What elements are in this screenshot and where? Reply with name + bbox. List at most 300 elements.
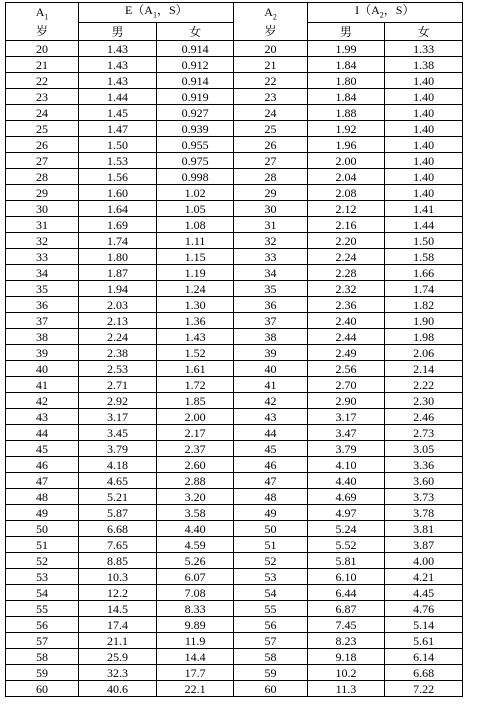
right-male-cell: 2.40 xyxy=(307,313,385,329)
left-age-cell: 26 xyxy=(6,137,79,153)
right-male-cell: 2.32 xyxy=(307,281,385,297)
table-row xyxy=(6,281,463,297)
left-age-label: A xyxy=(35,5,45,19)
right-male-cell: 2.36 xyxy=(307,297,385,313)
right-male-cell: 1.80 xyxy=(307,73,385,89)
right-female-cell: 1.40 xyxy=(385,105,463,121)
left-age-cell: 25 xyxy=(6,121,79,137)
left-female-cell: 4.59 xyxy=(156,537,234,553)
right-age-cell: 41 xyxy=(234,377,307,393)
right-age-cell: 45 xyxy=(234,441,307,457)
left-female-cell: 0.919 xyxy=(156,89,234,105)
table-row xyxy=(6,489,463,505)
left-male-cell: 2.24 xyxy=(79,329,157,345)
table-row xyxy=(6,121,463,137)
left-age-cell: 59 xyxy=(6,665,79,681)
left-male-cell: 17.4 xyxy=(79,617,157,633)
left-male-cell: 1.43 xyxy=(79,41,157,57)
table-row xyxy=(6,169,463,185)
left-male-cell: 10.3 xyxy=(79,569,157,585)
table-row xyxy=(6,41,463,57)
table-row xyxy=(6,393,463,409)
table-row xyxy=(6,377,463,393)
left-female-cell: 0.927 xyxy=(156,105,234,121)
right-female-cell: 1.38 xyxy=(385,57,463,73)
left-age-cell: 44 xyxy=(6,425,79,441)
left-female-cell: 1.61 xyxy=(156,361,234,377)
right-male-cell: 9.18 xyxy=(307,649,385,665)
right-female-header: 女 xyxy=(385,23,463,41)
left-age-cell: 50 xyxy=(6,521,79,537)
left-female-cell: 1.24 xyxy=(156,281,234,297)
table-row xyxy=(6,649,463,665)
right-male-cell: 5.24 xyxy=(307,521,385,537)
table-row xyxy=(6,105,463,121)
table-row xyxy=(6,153,463,169)
right-female-cell: 1.40 xyxy=(385,73,463,89)
left-female-cell: 1.52 xyxy=(156,345,234,361)
left-male-cell: 8.85 xyxy=(79,553,157,569)
right-male-cell: 5.52 xyxy=(307,537,385,553)
right-male-cell: 2.28 xyxy=(307,265,385,281)
left-group-end: ，S） xyxy=(156,3,188,17)
right-age-cell: 29 xyxy=(234,185,307,201)
left-female-cell: 1.36 xyxy=(156,313,234,329)
right-male-cell: 10.2 xyxy=(307,665,385,681)
left-male-cell: 4.65 xyxy=(79,473,157,489)
table-row xyxy=(6,201,463,217)
right-male-cell: 2.44 xyxy=(307,329,385,345)
right-age-cell: 52 xyxy=(234,553,307,569)
right-female-cell: 1.50 xyxy=(385,233,463,249)
table-row xyxy=(6,233,463,249)
left-female-cell: 1.11 xyxy=(156,233,234,249)
left-age-cell: 27 xyxy=(6,153,79,169)
right-male-cell: 1.84 xyxy=(307,57,385,73)
right-male-cell: 4.10 xyxy=(307,457,385,473)
right-male-cell: 4.40 xyxy=(307,473,385,489)
left-age-cell: 58 xyxy=(6,649,79,665)
left-female-cell: 1.15 xyxy=(156,249,234,265)
left-age-cell: 32 xyxy=(6,233,79,249)
right-female-cell: 3.78 xyxy=(385,505,463,521)
left-female-cell: 17.7 xyxy=(156,665,234,681)
left-male-cell: 1.74 xyxy=(79,233,157,249)
left-female-cell: 6.07 xyxy=(156,569,234,585)
right-female-cell: 6.68 xyxy=(385,665,463,681)
left-age-cell: 23 xyxy=(6,89,79,105)
right-age-label: A xyxy=(264,5,273,19)
right-female-cell: 2.22 xyxy=(385,377,463,393)
right-male-cell: 2.20 xyxy=(307,233,385,249)
table-row xyxy=(6,297,463,313)
left-age-cell: 49 xyxy=(6,505,79,521)
left-male-cell: 7.65 xyxy=(79,537,157,553)
right-male-cell: 6.87 xyxy=(307,601,385,617)
left-age-unit: 岁 xyxy=(36,24,49,39)
right-female-cell: 3.87 xyxy=(385,537,463,553)
right-female-cell: 2.30 xyxy=(385,393,463,409)
left-female-cell: 22.1 xyxy=(156,681,234,697)
right-age-cell: 46 xyxy=(234,457,307,473)
left-female-cell: 2.00 xyxy=(156,409,234,425)
right-male-cell: 2.04 xyxy=(307,169,385,185)
right-male-cell: 2.49 xyxy=(307,345,385,361)
right-male-cell: 1.99 xyxy=(307,41,385,57)
left-male-cell: 5.21 xyxy=(79,489,157,505)
right-age-cell: 21 xyxy=(234,57,307,73)
right-female-cell: 3.73 xyxy=(385,489,463,505)
right-female-cell: 1.33 xyxy=(385,41,463,57)
right-age-cell: 49 xyxy=(234,505,307,521)
right-female-cell: 1.40 xyxy=(385,89,463,105)
left-age-cell: 29 xyxy=(6,185,79,201)
right-age-cell: 32 xyxy=(234,233,307,249)
left-age-cell: 36 xyxy=(6,297,79,313)
left-male-cell: 1.53 xyxy=(79,153,157,169)
left-age-cell: 53 xyxy=(6,569,79,585)
right-male-cell: 11.3 xyxy=(307,681,385,697)
left-female-header: 女 xyxy=(156,23,234,41)
left-male-cell: 6.68 xyxy=(79,521,157,537)
right-age-cell: 35 xyxy=(234,281,307,297)
right-female-cell: 1.82 xyxy=(385,297,463,313)
right-female-cell: 6.14 xyxy=(385,649,463,665)
right-male-cell: 4.97 xyxy=(307,505,385,521)
right-male-cell: 1.88 xyxy=(307,105,385,121)
right-male-cell: 4.69 xyxy=(307,489,385,505)
right-male-cell: 5.81 xyxy=(307,553,385,569)
right-female-cell: 1.66 xyxy=(385,265,463,281)
left-female-cell: 0.939 xyxy=(156,121,234,137)
left-male-cell: 1.69 xyxy=(79,217,157,233)
left-age-sub: 1 xyxy=(44,12,49,22)
right-age-cell: 57 xyxy=(234,633,307,649)
data-table xyxy=(5,2,463,697)
right-age-cell: 58 xyxy=(234,649,307,665)
left-male-cell: 4.18 xyxy=(79,457,157,473)
table-row xyxy=(6,345,463,361)
right-age-cell: 30 xyxy=(234,201,307,217)
right-male-header: 男 xyxy=(307,23,385,41)
left-female-cell: 5.26 xyxy=(156,553,234,569)
right-age-cell: 20 xyxy=(234,41,307,57)
left-age-cell: 57 xyxy=(6,633,79,649)
right-male-cell: 2.16 xyxy=(307,217,385,233)
right-female-cell: 3.05 xyxy=(385,441,463,457)
left-age-cell: 39 xyxy=(6,345,79,361)
right-age-cell: 43 xyxy=(234,409,307,425)
right-female-cell: 2.46 xyxy=(385,409,463,425)
right-female-cell: 2.73 xyxy=(385,425,463,441)
left-age-cell: 41 xyxy=(6,377,79,393)
left-male-cell: 1.60 xyxy=(79,185,157,201)
right-age-sub: 2 xyxy=(272,12,277,22)
right-female-cell: 3.60 xyxy=(385,473,463,489)
table-row xyxy=(6,457,463,473)
left-age-cell: 34 xyxy=(6,265,79,281)
right-age-cell: 44 xyxy=(234,425,307,441)
left-male-cell: 25.9 xyxy=(79,649,157,665)
left-age-cell: 37 xyxy=(6,313,79,329)
left-age-cell: 28 xyxy=(6,169,79,185)
right-age-cell: 26 xyxy=(234,137,307,153)
left-female-cell: 2.88 xyxy=(156,473,234,489)
right-age-cell: 55 xyxy=(234,601,307,617)
right-male-cell: 1.92 xyxy=(307,121,385,137)
right-age-cell: 47 xyxy=(234,473,307,489)
right-age-cell: 22 xyxy=(234,73,307,89)
right-female-cell: 1.40 xyxy=(385,121,463,137)
right-age-cell: 38 xyxy=(234,329,307,345)
table-body xyxy=(6,41,463,697)
table-row xyxy=(6,665,463,681)
table-row xyxy=(6,633,463,649)
table-row xyxy=(6,73,463,89)
right-female-cell: 1.41 xyxy=(385,201,463,217)
left-male-cell: 1.43 xyxy=(79,73,157,89)
left-age-cell: 45 xyxy=(6,441,79,457)
left-male-cell: 40.6 xyxy=(79,681,157,697)
right-age-cell: 33 xyxy=(234,249,307,265)
left-male-cell: 1.44 xyxy=(79,89,157,105)
left-male-cell: 12.2 xyxy=(79,585,157,601)
right-female-cell: 1.74 xyxy=(385,281,463,297)
right-female-cell: 4.00 xyxy=(385,553,463,569)
left-male-cell: 2.03 xyxy=(79,297,157,313)
right-male-cell: 2.24 xyxy=(307,249,385,265)
left-male-cell: 1.50 xyxy=(79,137,157,153)
right-male-cell: 2.70 xyxy=(307,377,385,393)
left-age-cell: 22 xyxy=(6,73,79,89)
table-row xyxy=(6,361,463,377)
right-female-cell: 1.40 xyxy=(385,153,463,169)
left-male-cell: 32.3 xyxy=(79,665,157,681)
table-row xyxy=(6,521,463,537)
right-age-cell: 31 xyxy=(234,217,307,233)
right-male-cell: 2.90 xyxy=(307,393,385,409)
left-female-cell: 2.37 xyxy=(156,441,234,457)
right-age-cell: 25 xyxy=(234,121,307,137)
right-female-cell: 1.40 xyxy=(385,137,463,153)
left-female-cell: 1.72 xyxy=(156,377,234,393)
right-age-cell: 40 xyxy=(234,361,307,377)
header-row-main xyxy=(6,3,463,23)
right-female-cell: 2.14 xyxy=(385,361,463,377)
left-age-cell: 48 xyxy=(6,489,79,505)
table-row xyxy=(6,89,463,105)
right-male-cell: 6.10 xyxy=(307,569,385,585)
left-female-cell: 1.30 xyxy=(156,297,234,313)
table-row xyxy=(6,137,463,153)
left-male-cell: 3.79 xyxy=(79,441,157,457)
left-female-cell: 0.955 xyxy=(156,137,234,153)
left-female-cell: 0.914 xyxy=(156,41,234,57)
right-age-cell: 37 xyxy=(234,313,307,329)
left-female-cell: 0.998 xyxy=(156,169,234,185)
right-male-cell: 3.47 xyxy=(307,425,385,441)
right-male-cell: 1.84 xyxy=(307,89,385,105)
right-age-cell: 60 xyxy=(234,681,307,697)
right-female-cell: 1.40 xyxy=(385,185,463,201)
table-row xyxy=(6,217,463,233)
left-male-cell: 3.45 xyxy=(79,425,157,441)
right-female-cell: 3.81 xyxy=(385,521,463,537)
left-age-cell: 40 xyxy=(6,361,79,377)
right-age-cell: 28 xyxy=(234,169,307,185)
left-age-cell: 43 xyxy=(6,409,79,425)
left-age-cell: 30 xyxy=(6,201,79,217)
table-row xyxy=(6,617,463,633)
left-female-cell: 4.40 xyxy=(156,521,234,537)
right-female-cell: 4.76 xyxy=(385,601,463,617)
left-male-cell: 2.92 xyxy=(79,393,157,409)
right-female-cell: 4.21 xyxy=(385,569,463,585)
table-row xyxy=(6,265,463,281)
left-female-cell: 2.17 xyxy=(156,425,234,441)
right-male-cell: 3.17 xyxy=(307,409,385,425)
right-female-cell: 1.44 xyxy=(385,217,463,233)
left-age-cell: 31 xyxy=(6,217,79,233)
left-age-cell: 56 xyxy=(6,617,79,633)
table-row xyxy=(6,473,463,489)
right-age-header xyxy=(234,3,307,41)
left-female-cell: 9.89 xyxy=(156,617,234,633)
left-male-cell: 14.5 xyxy=(79,601,157,617)
right-age-cell: 39 xyxy=(234,345,307,361)
left-male-cell: 21.1 xyxy=(79,633,157,649)
right-female-cell: 1.90 xyxy=(385,313,463,329)
left-age-cell: 35 xyxy=(6,281,79,297)
left-age-cell: 24 xyxy=(6,105,79,121)
table-row xyxy=(6,249,463,265)
right-age-cell: 50 xyxy=(234,521,307,537)
left-female-cell: 2.60 xyxy=(156,457,234,473)
right-age-cell: 42 xyxy=(234,393,307,409)
left-female-cell: 1.05 xyxy=(156,201,234,217)
left-female-cell: 3.20 xyxy=(156,489,234,505)
right-age-cell: 23 xyxy=(234,89,307,105)
left-age-header xyxy=(6,3,79,41)
left-male-cell: 1.45 xyxy=(79,105,157,121)
left-male-cell: 2.13 xyxy=(79,313,157,329)
right-male-cell: 3.79 xyxy=(307,441,385,457)
right-female-cell: 1.58 xyxy=(385,249,463,265)
right-age-cell: 24 xyxy=(234,105,307,121)
right-age-cell: 48 xyxy=(234,489,307,505)
right-age-cell: 54 xyxy=(234,585,307,601)
right-group-label: I（A xyxy=(355,3,380,17)
table-row xyxy=(6,329,463,345)
right-age-cell: 53 xyxy=(234,569,307,585)
table-row xyxy=(6,425,463,441)
right-female-cell: 1.98 xyxy=(385,329,463,345)
left-female-cell: 8.33 xyxy=(156,601,234,617)
left-age-cell: 54 xyxy=(6,585,79,601)
left-male-cell: 1.43 xyxy=(79,57,157,73)
right-age-cell: 27 xyxy=(234,153,307,169)
left-male-header: 男 xyxy=(79,23,157,41)
left-age-cell: 52 xyxy=(6,553,79,569)
left-male-cell: 2.38 xyxy=(79,345,157,361)
left-female-cell: 0.975 xyxy=(156,153,234,169)
right-female-cell: 3.36 xyxy=(385,457,463,473)
table-row xyxy=(6,537,463,553)
right-male-cell: 1.96 xyxy=(307,137,385,153)
table-row xyxy=(6,409,463,425)
left-group-sub: 1 xyxy=(152,10,157,20)
right-male-cell: 2.56 xyxy=(307,361,385,377)
left-female-cell: 3.58 xyxy=(156,505,234,521)
right-age-cell: 59 xyxy=(234,665,307,681)
left-female-cell: 1.19 xyxy=(156,265,234,281)
left-female-cell: 11.9 xyxy=(156,633,234,649)
left-age-cell: 42 xyxy=(6,393,79,409)
left-male-cell: 3.17 xyxy=(79,409,157,425)
left-male-cell: 1.47 xyxy=(79,121,157,137)
table-row xyxy=(6,505,463,521)
right-age-unit: 岁 xyxy=(264,24,277,39)
table-row xyxy=(6,57,463,73)
left-age-cell: 33 xyxy=(6,249,79,265)
table-row xyxy=(6,185,463,201)
left-male-cell: 2.53 xyxy=(79,361,157,377)
left-male-cell: 1.87 xyxy=(79,265,157,281)
right-age-cell: 34 xyxy=(234,265,307,281)
left-age-cell: 21 xyxy=(6,57,79,73)
left-male-cell: 1.94 xyxy=(79,281,157,297)
left-female-cell: 1.85 xyxy=(156,393,234,409)
left-group-label: E（A xyxy=(124,3,153,17)
left-male-cell: 5.87 xyxy=(79,505,157,521)
left-female-cell: 0.912 xyxy=(156,57,234,73)
right-group-end: ，S） xyxy=(383,3,415,17)
right-female-cell: 1.40 xyxy=(385,169,463,185)
left-female-cell: 0.914 xyxy=(156,73,234,89)
left-age-cell: 38 xyxy=(6,329,79,345)
left-female-cell: 14.4 xyxy=(156,649,234,665)
right-female-cell: 2.06 xyxy=(385,345,463,361)
left-female-cell: 7.08 xyxy=(156,585,234,601)
right-male-cell: 7.45 xyxy=(307,617,385,633)
left-female-cell: 1.08 xyxy=(156,217,234,233)
table-row xyxy=(6,553,463,569)
left-age-cell: 60 xyxy=(6,681,79,697)
right-female-cell: 7.22 xyxy=(385,681,463,697)
right-group-sub: 2 xyxy=(379,10,384,20)
table-row xyxy=(6,313,463,329)
table-row xyxy=(6,569,463,585)
left-female-cell: 1.43 xyxy=(156,329,234,345)
left-group-header xyxy=(79,3,234,23)
right-male-cell: 2.12 xyxy=(307,201,385,217)
right-female-cell: 5.61 xyxy=(385,633,463,649)
right-age-cell: 51 xyxy=(234,537,307,553)
table-row xyxy=(6,601,463,617)
right-group-header xyxy=(307,3,462,23)
left-age-cell: 55 xyxy=(6,601,79,617)
right-female-cell: 5.14 xyxy=(385,617,463,633)
right-age-cell: 36 xyxy=(234,297,307,313)
table-row xyxy=(6,585,463,601)
left-female-cell: 1.02 xyxy=(156,185,234,201)
left-male-cell: 2.71 xyxy=(79,377,157,393)
right-female-cell: 4.45 xyxy=(385,585,463,601)
left-male-cell: 1.80 xyxy=(79,249,157,265)
right-male-cell: 2.00 xyxy=(307,153,385,169)
right-male-cell: 6.44 xyxy=(307,585,385,601)
left-age-cell: 47 xyxy=(6,473,79,489)
